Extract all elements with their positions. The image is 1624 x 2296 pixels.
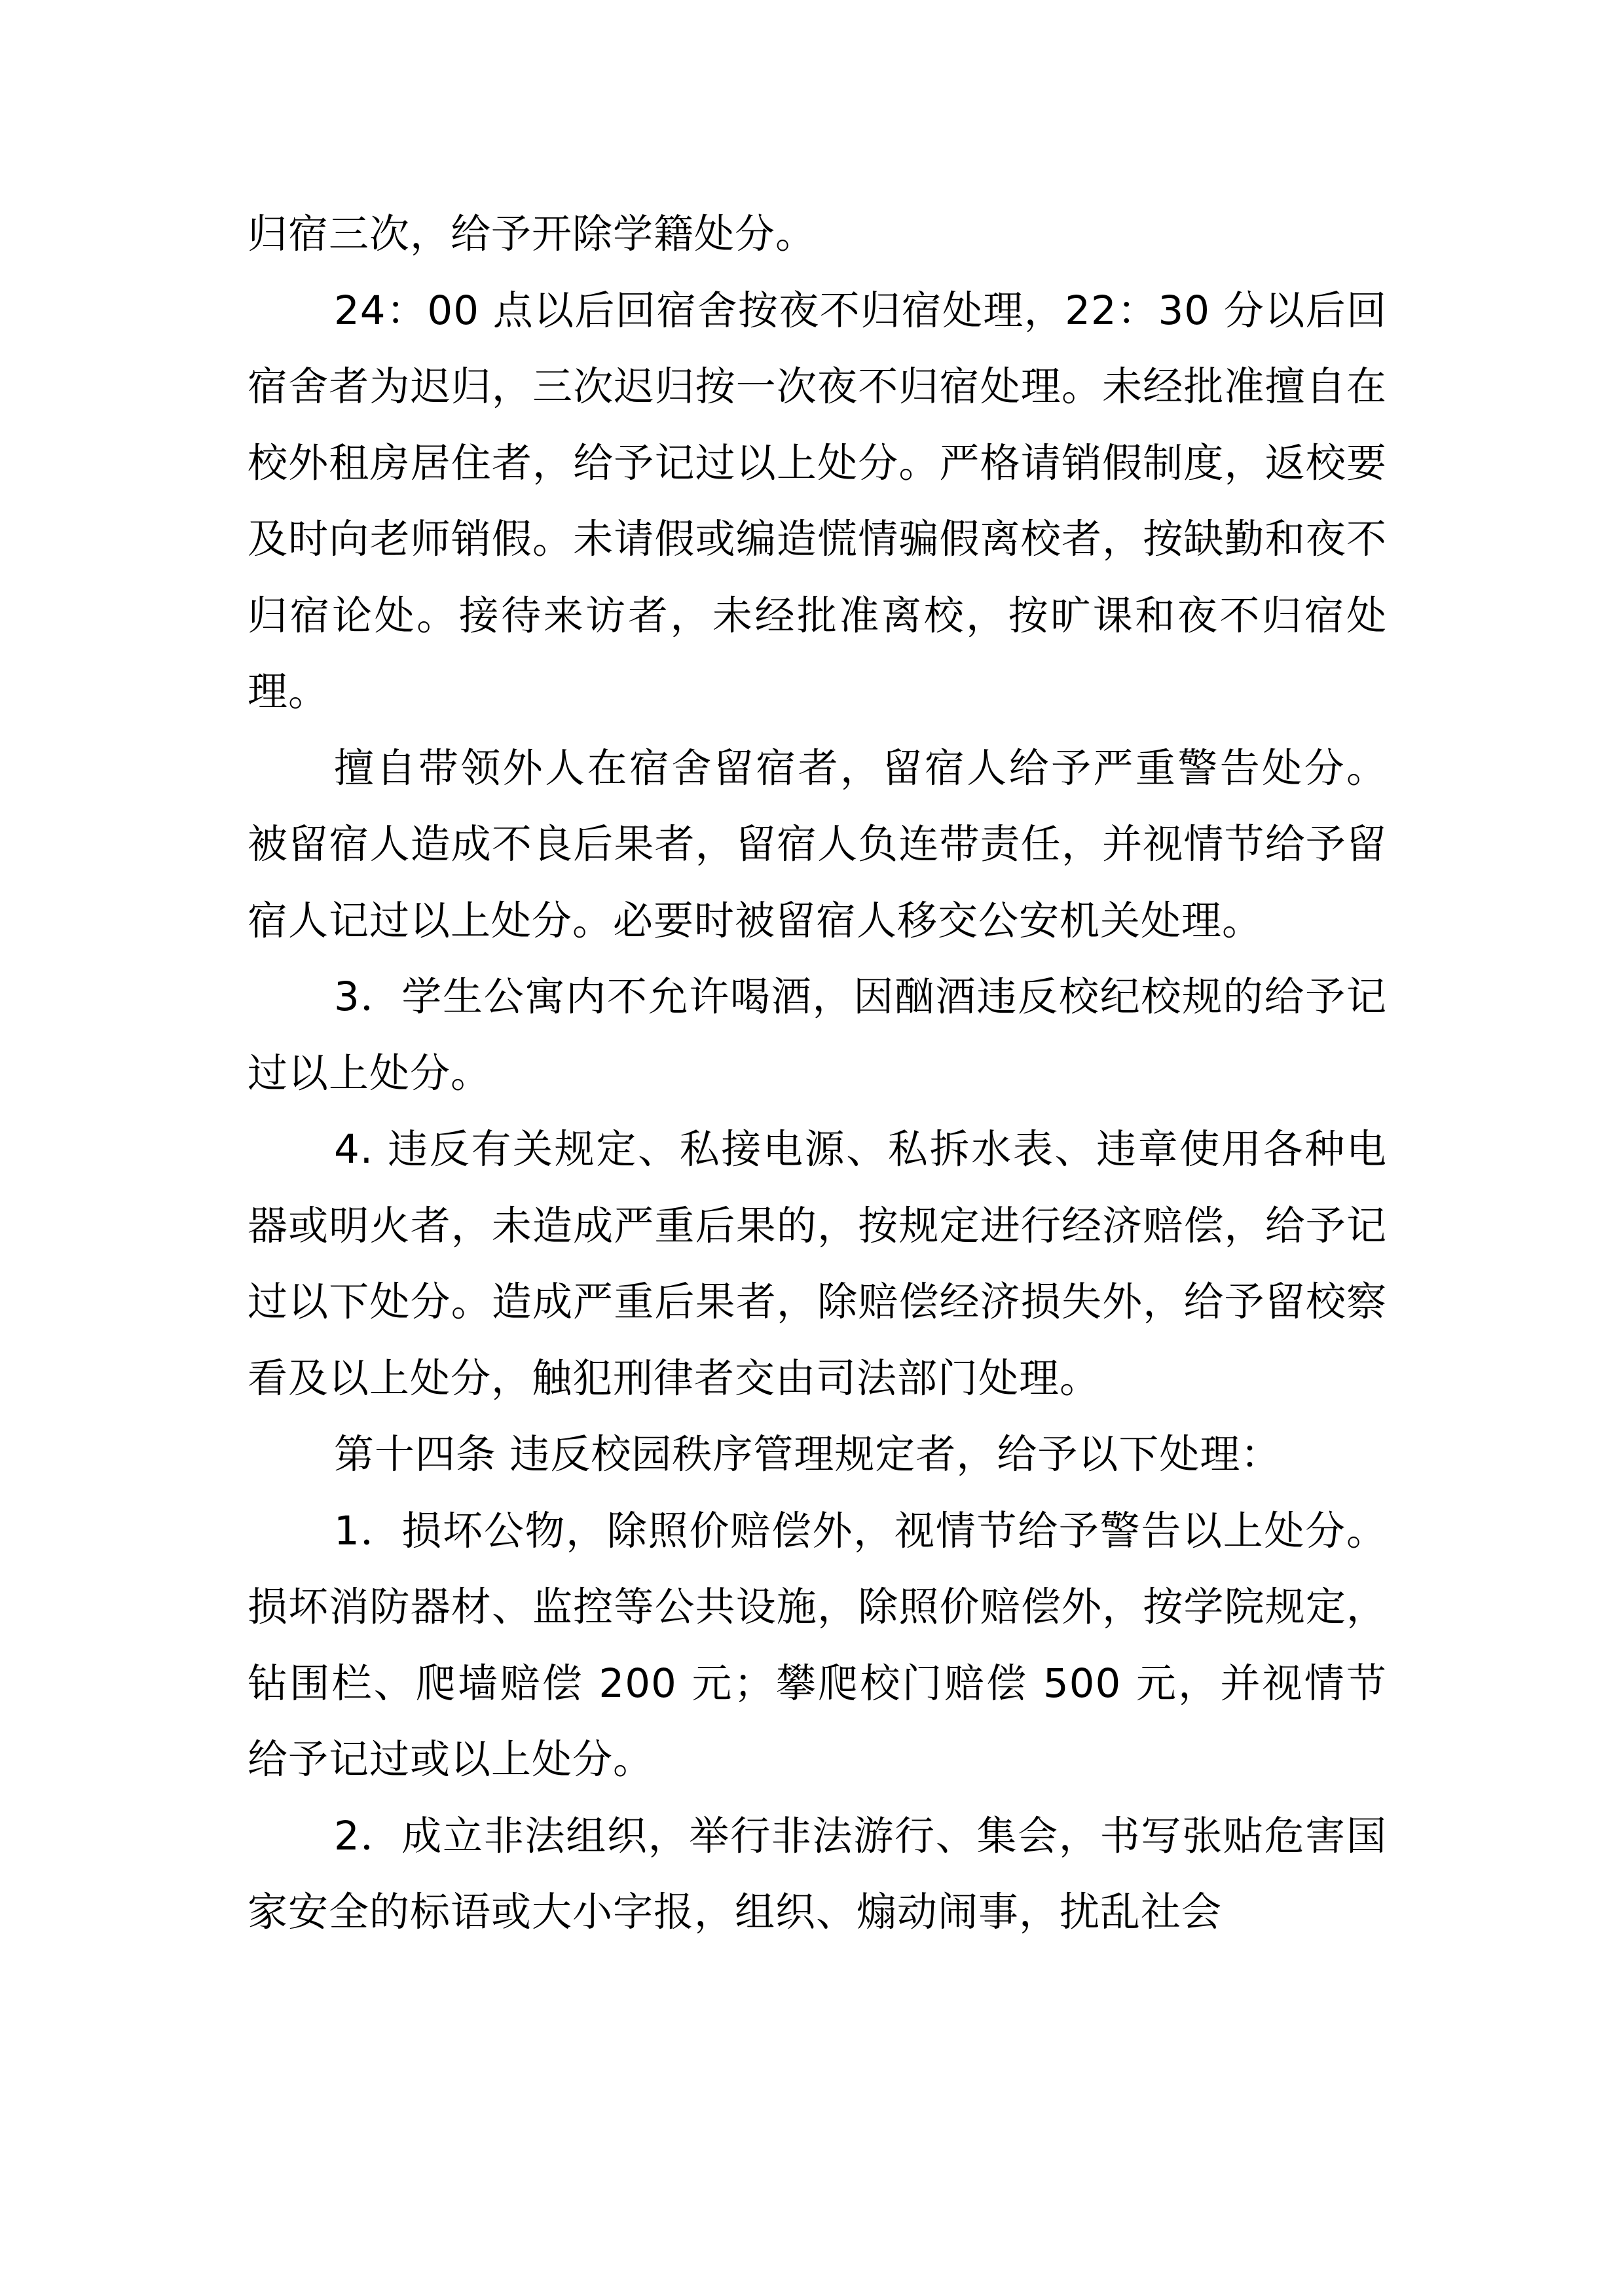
document-body xyxy=(248,196,1387,1951)
paragraph-article-14-item-1: 1．损坏公物，除照价赔偿外，视情节给予警告以上处分。损坏消防器材、监控等公共设施，除照价赔偿外，按学院规定，钻围栏、爬墙赔偿 200 元；攀爬校门赔偿 500 元，并视情节给予记过或以上处分。 xyxy=(248,1507,1387,1783)
paragraph-item-4-electrical: 4. 违反有关规定、私接电源、私拆水表、违章使用各种电器或明火者，未造成严重后果的，按规定进行经济赔偿，给予记过以下处分。造成严重后果者，除赔偿经济损失外，给予留校察看及以上处分，触犯刑律者交由司法部门处理。 xyxy=(248,1126,1387,1402)
paragraph-continuation: 归宿三次，给予开除学籍处分。 xyxy=(248,211,817,257)
paragraph-curfew-rules: 24：00 点以后回宿舍按夜不归宿处理，22：30 分以后回宿舍者为迟归，三次迟归按一次夜不归宿处理。未经批准擅自在校外租房居住者，给予记过以上处分。严格请销假制度，返校要及时向老师销假。未请假或编造慌情骗假离校者，按缺勤和夜不归宿论处。接待来访者，未经批准离校，按旷课和夜不归宿处理。 xyxy=(248,287,1387,715)
paragraph-item-3-alcohol: 3．学生公寓内不允许喝酒，因酗酒违反校纪校规的给予记过以上处分。 xyxy=(248,974,1387,1097)
paragraph-article-14-item-2: 2．成立非法组织，举行非法游行、集会，书写张贴危害国家安全的标语或大小字报，组织、煽动闹事，扰乱社会 xyxy=(248,1812,1387,1935)
article-14-heading: 第十四条 违反校园秩序管理规定者，给予以下处理： xyxy=(334,1431,1282,1478)
paragraph-overnight-guests: 擅自带领外人在宿舍留宿者，留宿人给予严重警告处分。被留宿人造成不良后果者，留宿人负连带责任，并视情节给予留宿人记过以上处分。必要时被留宿人移交公安机关处理。 xyxy=(248,744,1387,944)
